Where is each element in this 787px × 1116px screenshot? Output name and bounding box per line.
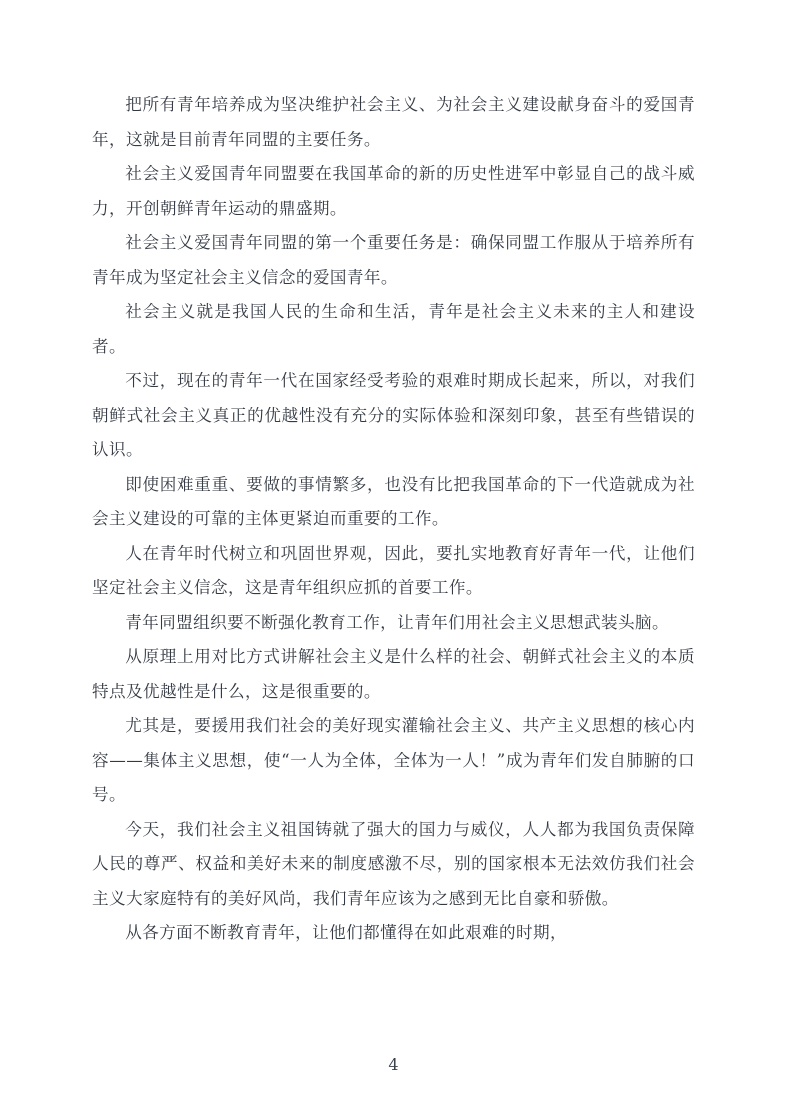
paragraph: 从原理上用对比方式讲解社会主义是什么样的社会、朝鲜式社会主义的本质特点及优越性是什么，这是很重要的。: [92, 647, 695, 701]
paragraph: 社会主义爱国青年同盟的第一个重要任务是：确保同盟工作服从于培养所有青年成为坚定社会主义信念的爱国青年。: [92, 233, 695, 287]
paragraph: 尤其是，要援用我们社会的美好现实灌输社会主义、共产主义思想的核心内容——集体主义思想，使“一人为全体，全体为一人！”成为青年们发自肺腑的口号。: [92, 716, 695, 804]
paragraph: 今天，我们社会主义祖国铸就了强大的国力与威仪，人人都为我国负责保障人民的尊严、权益和美好未来的制度感激不尽，别的国家根本无法效仿我们社会主义大家庭特有的美好风尚，我们青年应该为之感到无比自豪和骄傲。: [92, 819, 695, 908]
paragraph: 从各方面不断教育青年，让他们都懂得在如此艰难的时期，: [125, 923, 568, 942]
page-body: [92, 88, 695, 951]
paragraph: 把所有青年培养成为坚决维护社会主义、为社会主义建设献身奋斗的爱国青年，这就是目前青年同盟的主要任务。: [92, 95, 695, 149]
paragraph: 人在青年时代树立和巩固世界观，因此，要扎实地教育好青年一代，让他们坚定社会主义信念，这是青年组织应抓的首要工作。: [92, 543, 695, 597]
paragraph: 社会主义爱国青年同盟要在我国革命的新的历史性进军中彰显自己的战斗威力，开创朝鲜青年运动的鼎盛期。: [92, 164, 695, 218]
page-number: 4: [388, 1055, 399, 1074]
paragraph: 社会主义就是我国人民的生命和生活，青年是社会主义未来的主人和建设者。: [92, 302, 695, 356]
paragraph: 青年同盟组织要不断强化教育工作，让青年们用社会主义思想武装头脑。: [125, 612, 669, 632]
paragraph: 不过，现在的青年一代在国家经受考验的艰难时期成长起来，所以，对我们朝鲜式社会主义真正的优越性没有充分的实际体验和深刻印象，甚至有些错误的认识。: [92, 371, 695, 459]
paragraph: 即使困难重重、要做的事情繁多，也没有比把我国革命的下一代造就成为社会主义建设的可靠的主体更紧迫而重要的工作。: [92, 474, 695, 528]
